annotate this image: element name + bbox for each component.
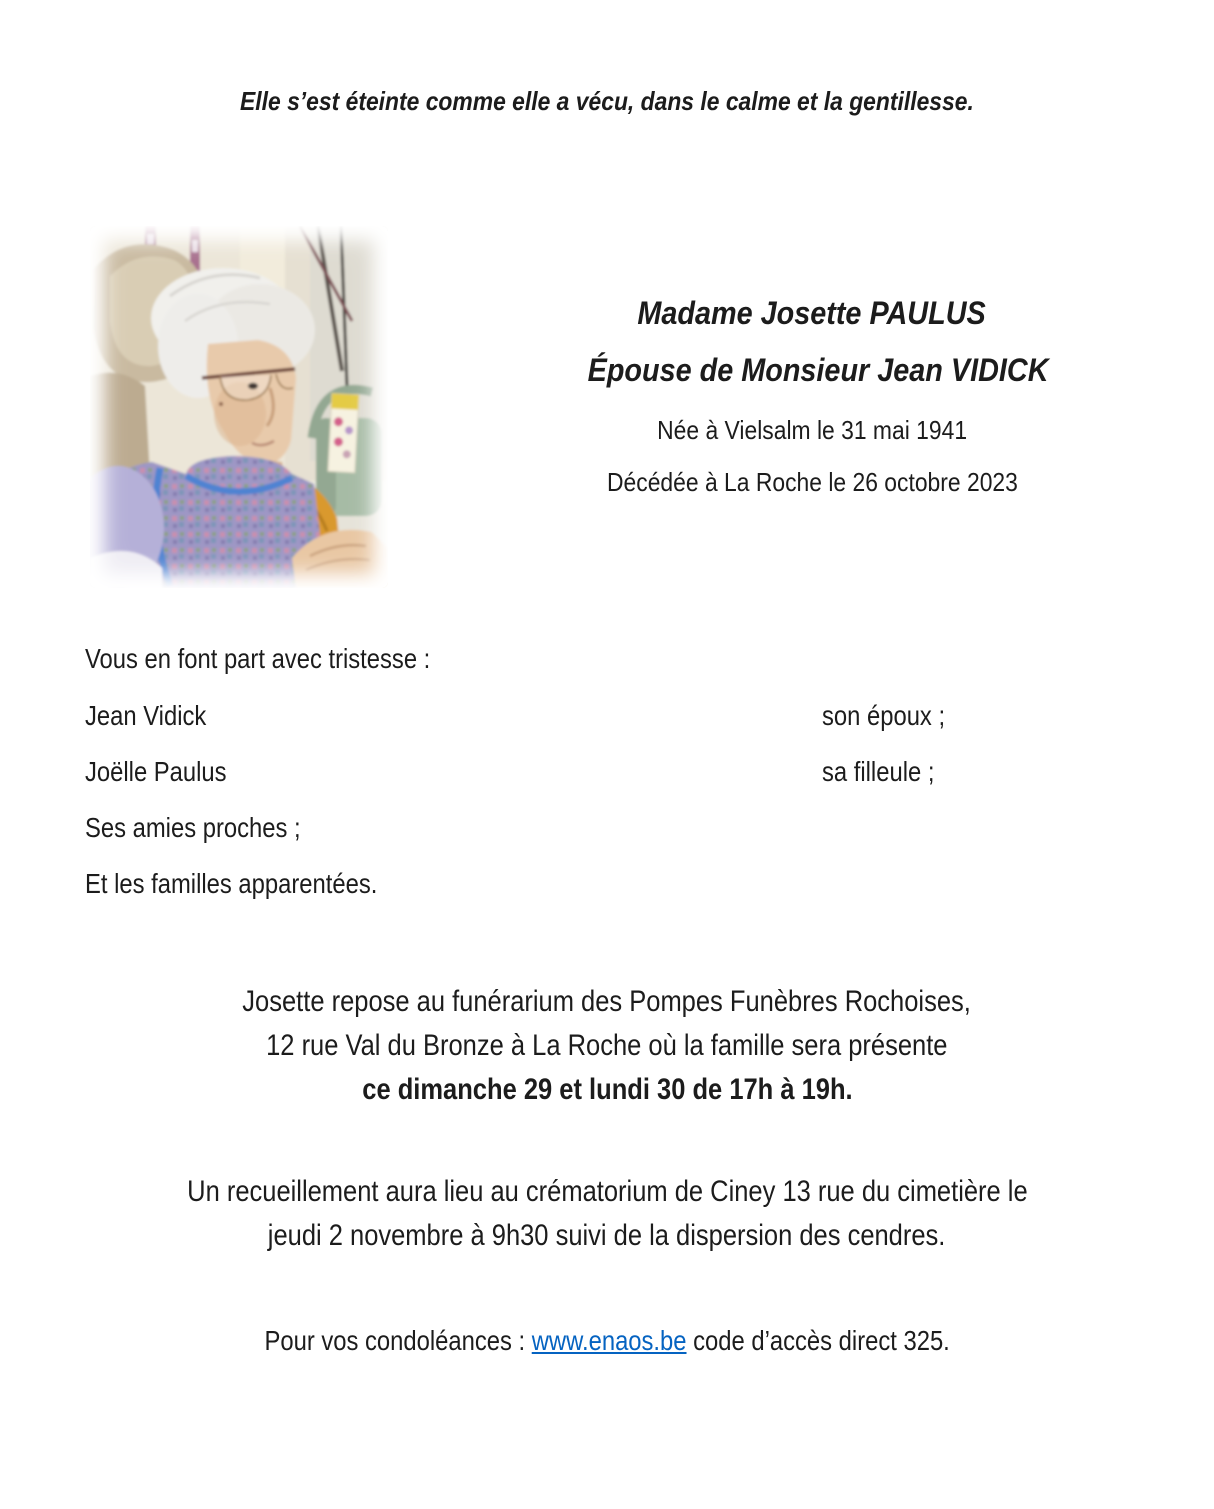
mourner-row (85, 756, 1130, 792)
portrait-photo-illustration (90, 226, 388, 588)
condolences-link[interactable]: www.enaos.be (531, 1325, 687, 1356)
announcement-intro (85, 643, 1130, 679)
opening-quote-text: Elle s’est éteinte comme elle a vécu, dans le calme et la gentillesse. (240, 86, 974, 116)
birth-line (562, 415, 1062, 446)
deceased-name-line (562, 295, 1062, 332)
mourner-name: Jean Vidick (85, 700, 207, 731)
condolences-suffix: code d’accès direct 325. (686, 1325, 950, 1356)
mourner-row (85, 868, 1130, 904)
portrait-photo (90, 226, 388, 588)
funeral-home-paragraph (0, 980, 1214, 1112)
announcement-intro-text: Vous en font part avec tristesse : (85, 643, 431, 674)
condolences-prefix: Pour vos condoléances : (264, 1325, 532, 1356)
death-line (562, 467, 1062, 498)
death-line-text: Décédée à La Roche le 26 octobre 2023 (606, 467, 1018, 497)
condolences-content (264, 1325, 949, 1357)
mourner-relation: sa filleule ; (822, 756, 935, 787)
mourner-name: Joëlle Paulus (85, 756, 227, 787)
birth-line-text: Née à Vielsalm le 31 mai 1941 (657, 415, 967, 445)
ceremony-line1: Un recueillement aura lieu au crématorium de Ciney 13 rue du cimetière le (186, 1175, 1028, 1208)
mourner-row (85, 812, 1130, 848)
spouse-line-text: Épouse de Monsieur Jean VIDICK (587, 352, 1049, 388)
mourner-row (85, 700, 1130, 736)
funeral-home-line1: Josette repose au funérarium des Pompes Funèbres Rochoises, (242, 985, 972, 1018)
condolences-line (0, 1325, 1214, 1357)
deceased-name-text: Madame Josette PAULUS (637, 295, 987, 331)
mourner-name: Et les familles apparentées. (85, 868, 378, 899)
mourner-relation: son époux ; (822, 700, 946, 731)
funeral-home-line2: 12 rue Val du Bronze à La Roche où la famille sera présente (266, 1029, 948, 1062)
funeral-home-visiting-hours: ce dimanche 29 et lundi 30 de 17h à 19h. (361, 1073, 853, 1106)
ceremony-paragraph (0, 1170, 1214, 1258)
mourner-name: Ses amies proches ; (85, 812, 301, 843)
ceremony-line2: jeudi 2 novembre à 9h30 suivi de la dispersion des cendres. (268, 1219, 946, 1252)
opening-quote (0, 86, 1214, 117)
spouse-line (562, 352, 1062, 389)
